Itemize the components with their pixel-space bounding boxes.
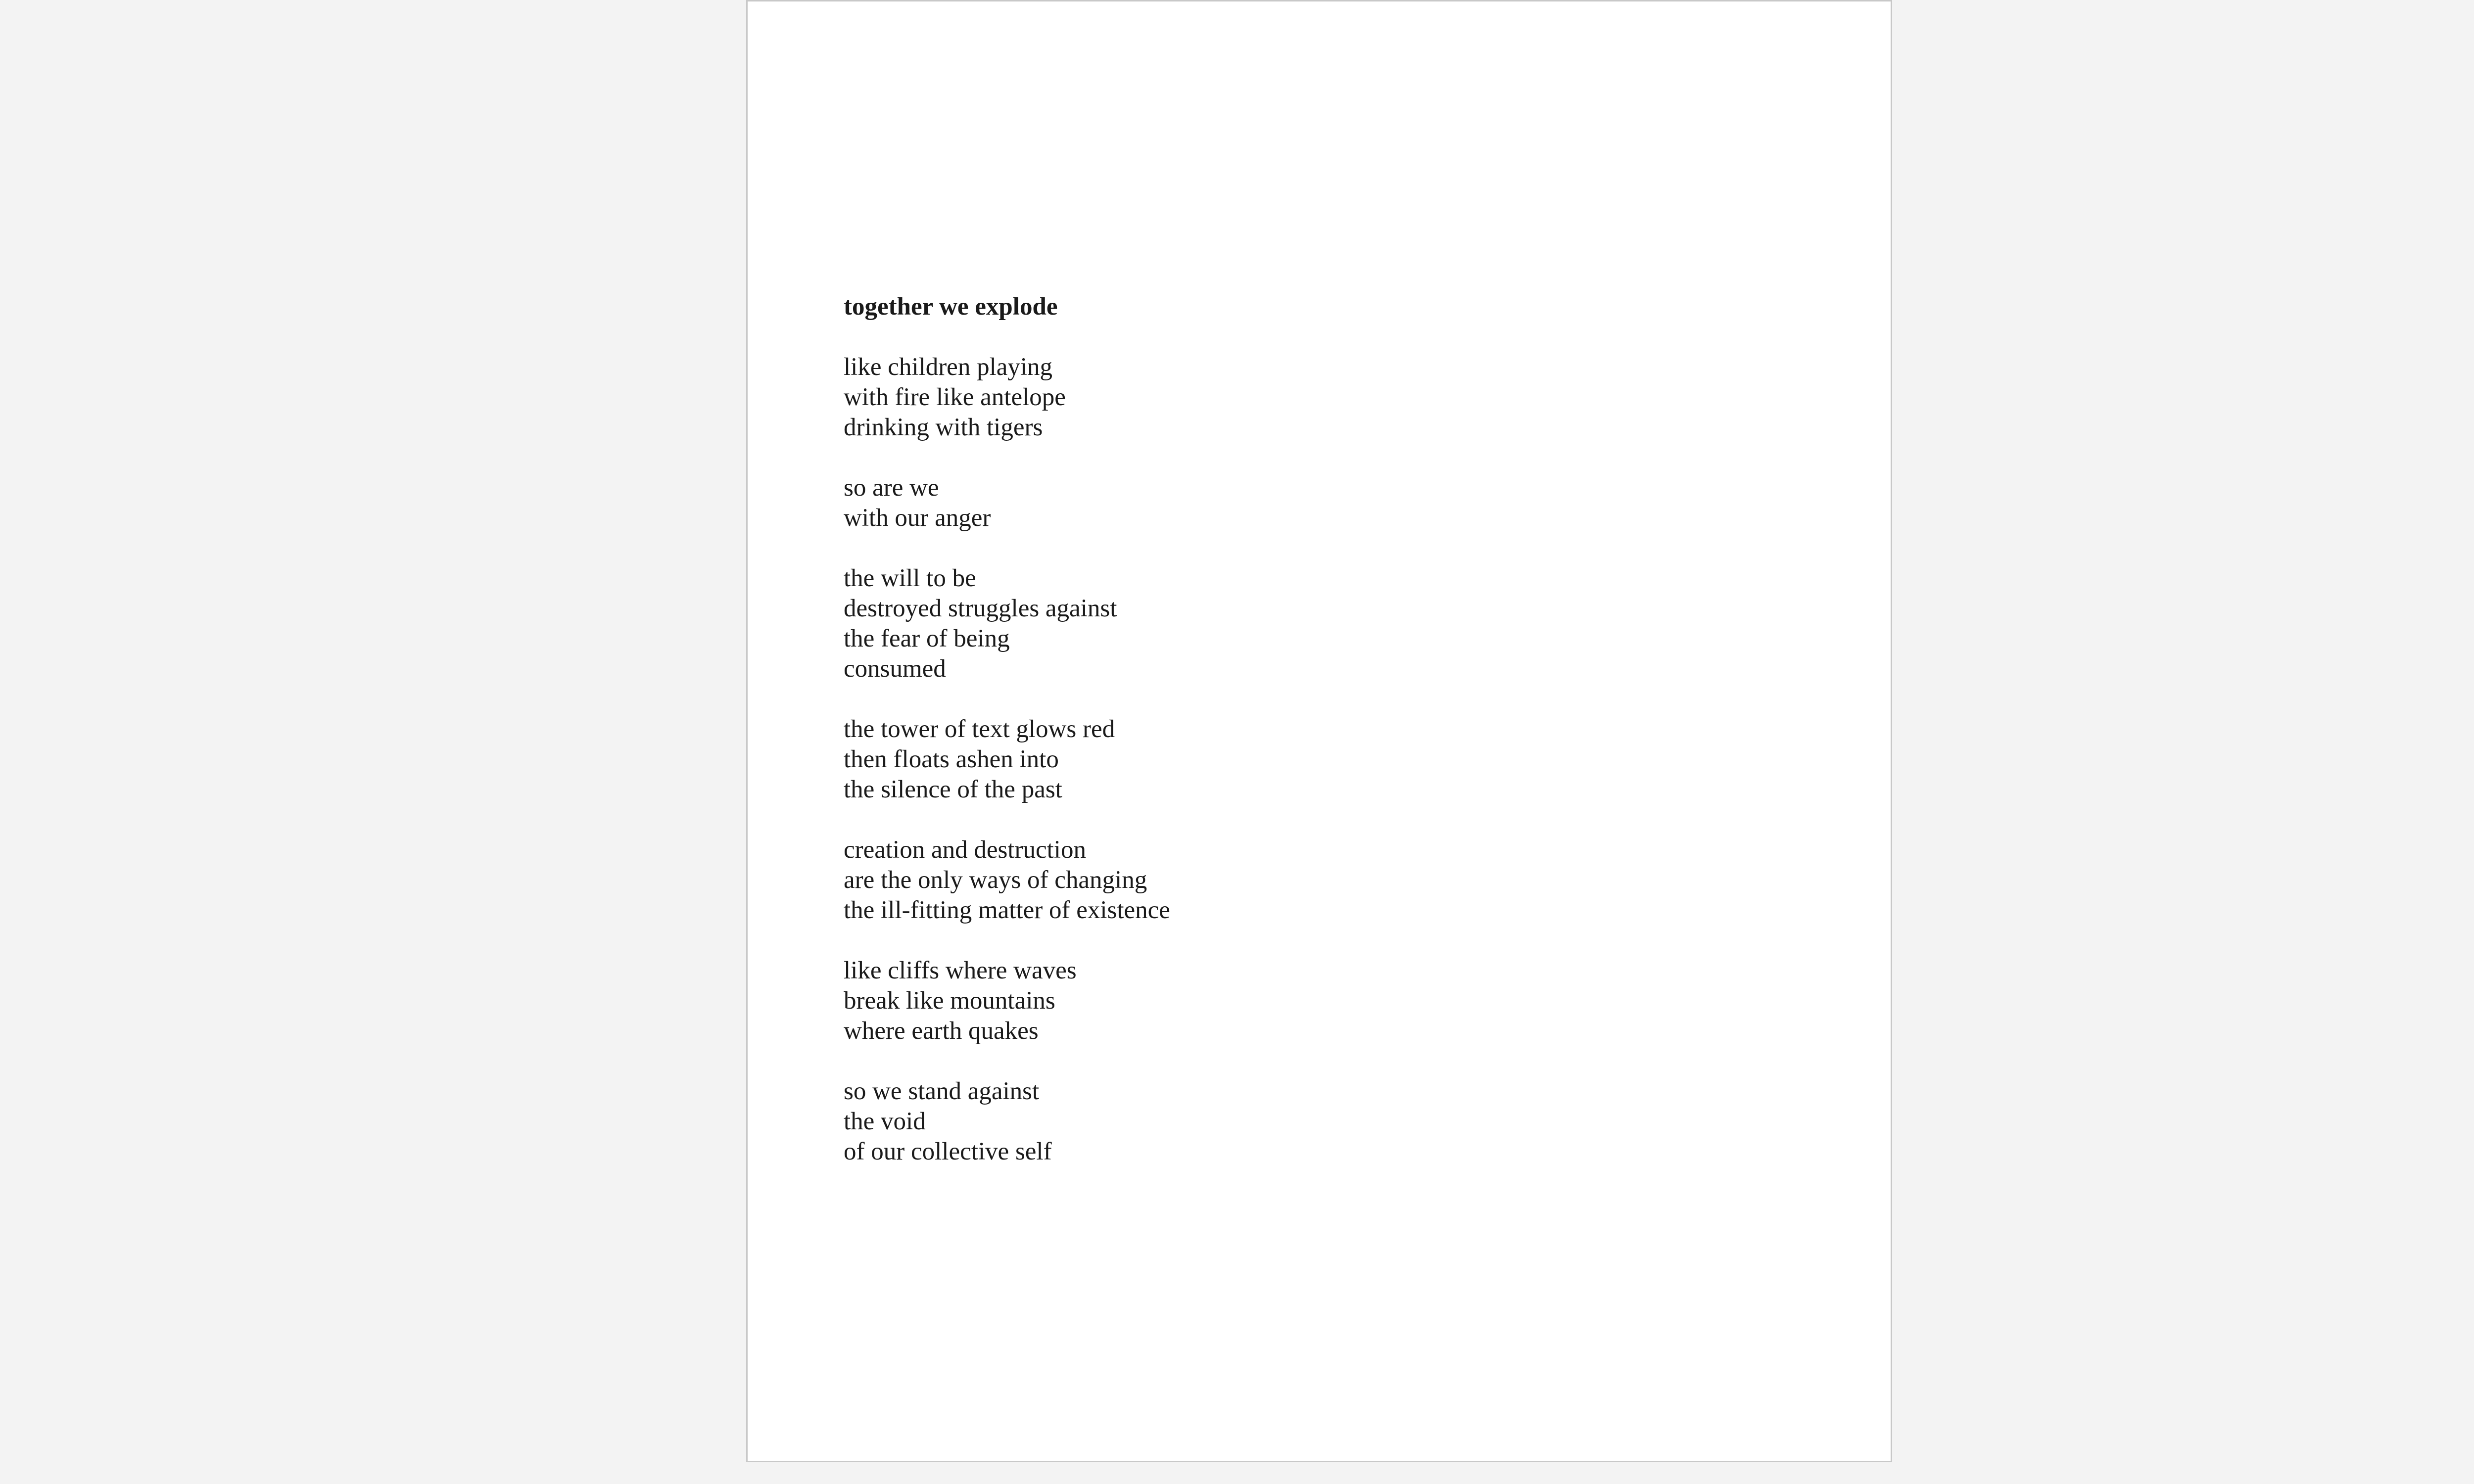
poem-line: the tower of text glows red [844,715,1115,743]
poem-title: together we explode [844,293,1058,321]
poem-line: consumed [844,655,946,683]
poem-line: destroyed struggles against [844,595,1117,622]
poem-line: the ill-fitting matter of existence [844,896,1170,924]
poem-line: break like mountains [844,987,1055,1015]
poem-line: creation and destruction [844,836,1086,864]
poem-line: so are we [844,474,939,502]
poem-line: the void [844,1108,926,1135]
poem-line: are the only ways of changing [844,866,1147,894]
poem [844,292,1170,1167]
stanza-6 [844,956,1170,1046]
poem-line: where earth quakes [844,1017,1039,1045]
poem-line: like children playing [844,353,1053,381]
stanza-7 [844,1076,1170,1167]
stanza-5 [844,835,1170,926]
poem-line: like cliffs where waves [844,957,1077,984]
stanza-3 [844,563,1170,684]
poem-line: with fire like antelope [844,383,1066,411]
poem-line: of our collective self [844,1138,1052,1165]
poem-line: the fear of being [844,625,1010,652]
stanza-1 [844,352,1170,443]
stanza-4 [844,714,1170,805]
poem-line: the silence of the past [844,776,1062,803]
document-page [746,0,1892,1462]
poem-line: drinking with tigers [844,414,1043,441]
poem-line: the will to be [844,564,976,592]
poem-line: then floats ashen into [844,745,1059,773]
poem-line: so we stand against [844,1077,1040,1105]
stanza-2 [844,473,1170,533]
poem-line: with our anger [844,504,991,532]
